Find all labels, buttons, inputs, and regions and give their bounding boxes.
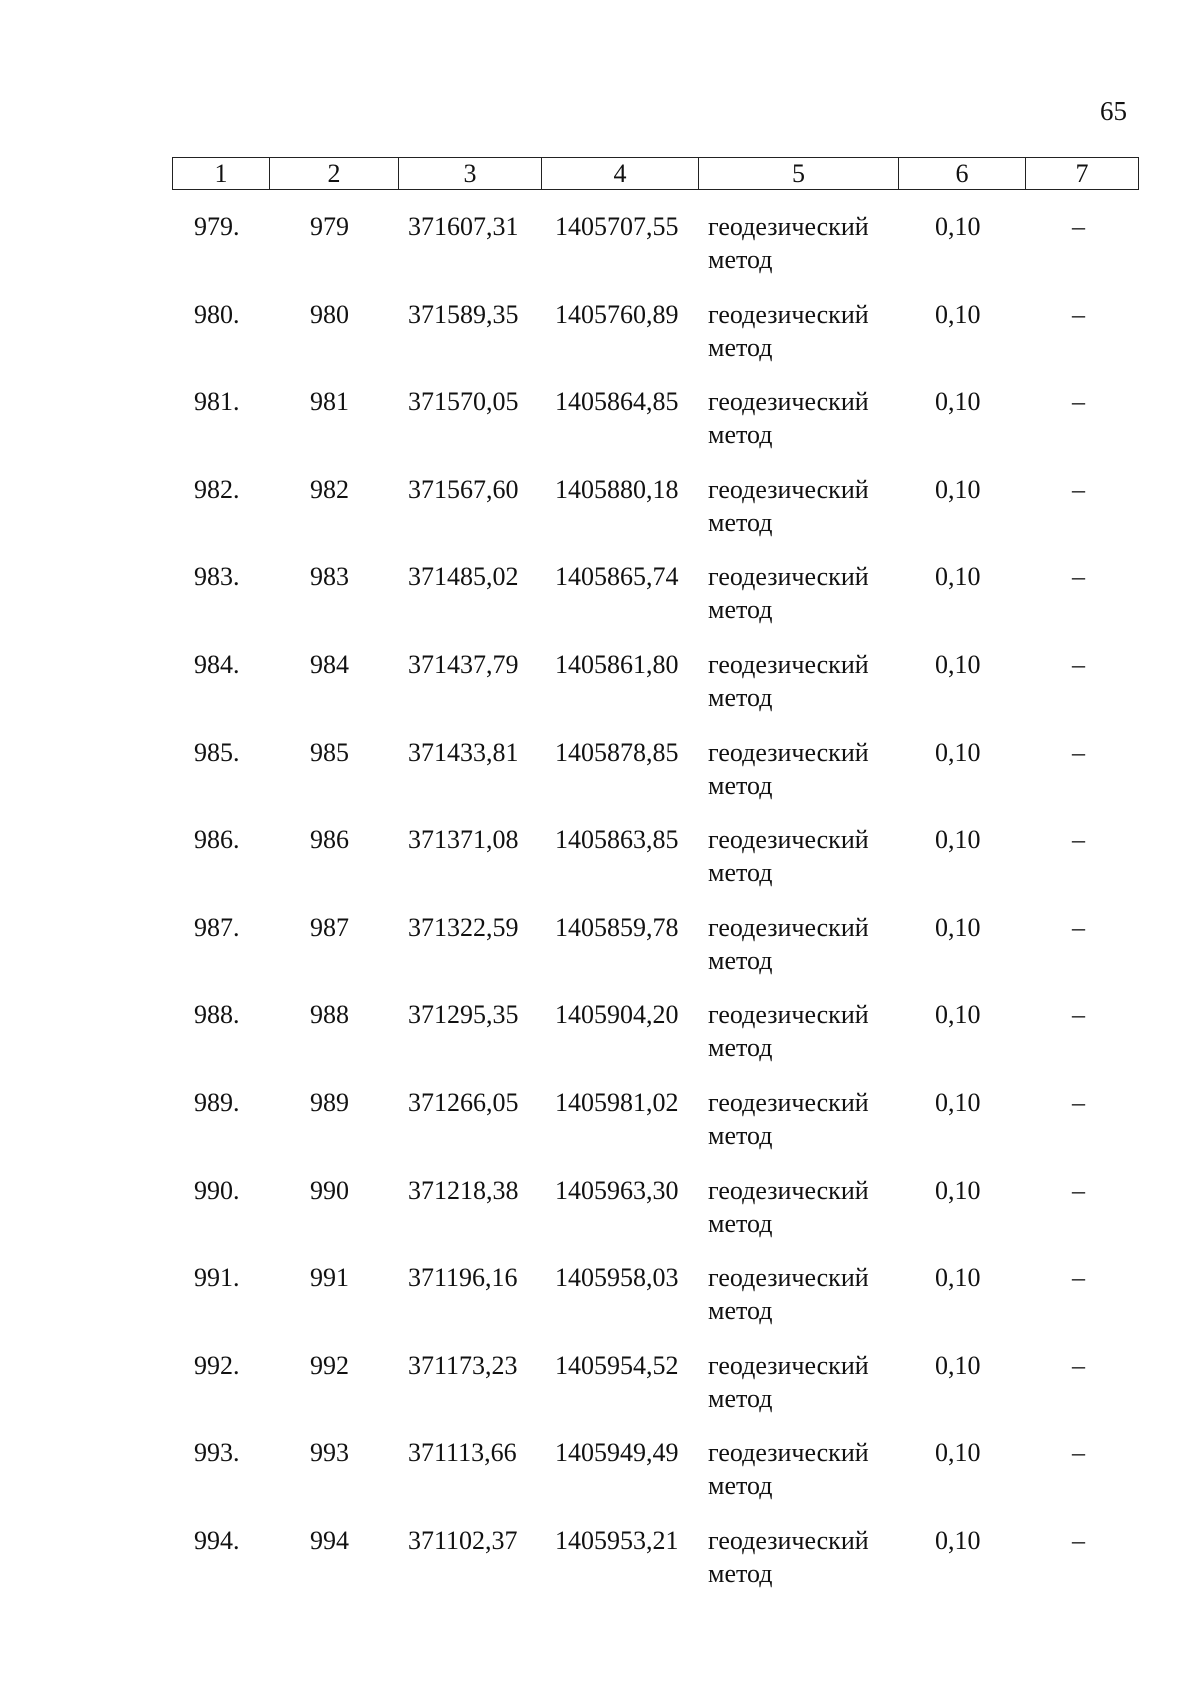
coordinate-y: 1405949,49 bbox=[555, 1438, 679, 1468]
accuracy-value: 0,10 bbox=[935, 387, 981, 417]
point-id: 982 bbox=[310, 474, 349, 504]
point-id: 994 bbox=[310, 1525, 349, 1555]
coordinate-y: 1405963,30 bbox=[555, 1175, 679, 1205]
coordinate-y: 1405865,74 bbox=[555, 562, 679, 592]
note-dash: – bbox=[1072, 212, 1085, 241]
accuracy-value: 0,10 bbox=[935, 912, 981, 942]
accuracy-value: 0,10 bbox=[935, 1438, 981, 1468]
coordinate-y: 1405863,85 bbox=[555, 825, 679, 855]
point-id: 989 bbox=[310, 1087, 349, 1117]
table-row bbox=[172, 736, 1138, 824]
coordinate-x: 371433,81 bbox=[408, 737, 519, 767]
note-dash: – bbox=[1072, 1350, 1085, 1380]
point-id: 979 bbox=[310, 212, 349, 241]
note-dash: – bbox=[1072, 1438, 1085, 1468]
coordinate-x: 371102,37 bbox=[408, 1525, 518, 1555]
coordinate-x: 371322,59 bbox=[408, 912, 519, 942]
table-row bbox=[172, 385, 1138, 473]
note-dash: – bbox=[1072, 1525, 1085, 1555]
row-number: 979. bbox=[194, 212, 240, 241]
coordinate-x: 371218,38 bbox=[408, 1175, 519, 1205]
row-number: 994. bbox=[194, 1525, 240, 1555]
accuracy-value: 0,10 bbox=[935, 1175, 981, 1205]
coordinate-x: 371570,05 bbox=[408, 387, 519, 417]
note-dash: – bbox=[1072, 562, 1085, 592]
note-dash: – bbox=[1072, 825, 1085, 855]
note-dash: – bbox=[1072, 1087, 1085, 1117]
coordinate-y: 1405707,55 bbox=[555, 212, 679, 241]
note-dash: – bbox=[1072, 474, 1085, 504]
accuracy-value: 0,10 bbox=[935, 299, 981, 329]
method-text: геодезический метод bbox=[708, 212, 869, 274]
row-number: 992. bbox=[194, 1350, 240, 1380]
coordinate-y: 1405861,80 bbox=[555, 649, 679, 679]
method-text: геодезический метод bbox=[708, 562, 869, 625]
method-text: геодезический метод bbox=[708, 912, 869, 975]
point-id: 992 bbox=[310, 1350, 349, 1380]
row-number: 985. bbox=[194, 737, 240, 767]
row-number: 984. bbox=[194, 649, 240, 679]
point-id: 987 bbox=[310, 912, 349, 942]
point-id: 986 bbox=[310, 825, 349, 855]
row-number: 983. bbox=[194, 562, 240, 592]
point-id: 984 bbox=[310, 649, 349, 679]
method-text: геодезический метод bbox=[708, 825, 869, 888]
note-dash: – bbox=[1072, 649, 1085, 679]
table-body bbox=[172, 210, 1138, 1612]
coordinate-x: 371196,16 bbox=[408, 1263, 518, 1293]
row-number: 993. bbox=[194, 1438, 240, 1468]
row-number: 988. bbox=[194, 1000, 240, 1030]
note-dash: – bbox=[1072, 1175, 1085, 1205]
accuracy-value: 0,10 bbox=[935, 1350, 981, 1380]
note-dash: – bbox=[1072, 737, 1085, 767]
method-text: геодезический метод bbox=[708, 1525, 869, 1588]
coordinate-y: 1405953,21 bbox=[555, 1525, 679, 1555]
accuracy-value: 0,10 bbox=[935, 562, 981, 592]
method-text: геодезический метод bbox=[708, 474, 869, 537]
point-id: 985 bbox=[310, 737, 349, 767]
coordinate-x: 371589,35 bbox=[408, 299, 519, 329]
method-text: геодезический метод bbox=[708, 299, 869, 362]
accuracy-value: 0,10 bbox=[935, 474, 981, 504]
point-id: 993 bbox=[310, 1438, 349, 1468]
method-text: геодезический метод bbox=[708, 737, 869, 800]
coordinate-y: 1405878,85 bbox=[555, 737, 679, 767]
method-text: геодезический метод bbox=[708, 1438, 869, 1501]
accuracy-value: 0,10 bbox=[935, 1525, 981, 1555]
point-id: 980 bbox=[310, 299, 349, 329]
column-header-7: 7 bbox=[1026, 158, 1139, 190]
note-dash: – bbox=[1072, 299, 1085, 329]
column-header-6: 6 bbox=[899, 158, 1026, 190]
coordinate-y: 1405859,78 bbox=[555, 912, 679, 942]
coordinate-y: 1405760,89 bbox=[555, 299, 679, 329]
coordinate-x: 371567,60 bbox=[408, 474, 519, 504]
table-row bbox=[172, 1349, 1138, 1437]
coordinate-y: 1405880,18 bbox=[555, 474, 679, 504]
table-row bbox=[172, 1261, 1138, 1349]
coordinate-y: 1405954,52 bbox=[555, 1350, 679, 1380]
accuracy-value: 0,10 bbox=[935, 737, 981, 767]
accuracy-value: 0,10 bbox=[935, 825, 981, 855]
method-text: геодезический метод bbox=[708, 649, 869, 712]
table-row bbox=[172, 1436, 1138, 1524]
table-row bbox=[172, 473, 1138, 561]
column-header-1: 1 bbox=[173, 158, 270, 190]
column-header-5: 5 bbox=[699, 158, 899, 190]
note-dash: – bbox=[1072, 912, 1085, 942]
method-text: геодезический метод bbox=[708, 1087, 869, 1150]
coordinate-x: 371371,08 bbox=[408, 825, 519, 855]
accuracy-value: 0,10 bbox=[935, 1087, 981, 1117]
coordinate-x: 371266,05 bbox=[408, 1087, 519, 1117]
coordinate-x: 371113,66 bbox=[408, 1438, 517, 1468]
method-text: геодезический метод bbox=[708, 1175, 869, 1238]
row-number: 980. bbox=[194, 299, 240, 329]
point-id: 990 bbox=[310, 1175, 349, 1205]
coordinate-y: 1405904,20 bbox=[555, 1000, 679, 1030]
table-row bbox=[172, 1174, 1138, 1262]
column-header-3: 3 bbox=[399, 158, 542, 190]
point-id: 991 bbox=[310, 1263, 349, 1293]
column-header-row bbox=[173, 158, 1139, 190]
note-dash: – bbox=[1072, 1000, 1085, 1030]
page-number: 65 bbox=[1100, 96, 1127, 126]
table-row bbox=[172, 210, 1138, 298]
table-row bbox=[172, 823, 1138, 911]
coordinate-x: 371295,35 bbox=[408, 1000, 519, 1030]
accuracy-value: 0,10 bbox=[935, 649, 981, 679]
accuracy-value: 0,10 bbox=[935, 212, 981, 241]
column-header-table bbox=[172, 157, 1139, 190]
coordinate-y: 1405864,85 bbox=[555, 387, 679, 417]
table-row bbox=[172, 911, 1138, 999]
note-dash: – bbox=[1072, 387, 1085, 417]
table-row bbox=[172, 298, 1138, 386]
table-row bbox=[172, 648, 1138, 736]
coordinate-x: 371173,23 bbox=[408, 1350, 518, 1380]
table-row bbox=[172, 1524, 1138, 1612]
table-row bbox=[172, 1086, 1138, 1174]
column-header-4: 4 bbox=[542, 158, 699, 190]
row-number: 991. bbox=[194, 1263, 240, 1293]
row-number: 987. bbox=[194, 912, 240, 942]
accuracy-value: 0,10 bbox=[935, 1000, 981, 1030]
method-text: геодезический метод bbox=[708, 1263, 869, 1326]
table-row bbox=[172, 998, 1138, 1086]
method-text: геодезический метод bbox=[708, 1000, 869, 1063]
coordinate-x: 371607,31 bbox=[408, 212, 519, 241]
note-dash: – bbox=[1072, 1263, 1085, 1293]
accuracy-value: 0,10 bbox=[935, 1263, 981, 1293]
row-number: 990. bbox=[194, 1175, 240, 1205]
point-id: 983 bbox=[310, 562, 349, 592]
column-header-2: 2 bbox=[270, 158, 399, 190]
point-id: 988 bbox=[310, 1000, 349, 1030]
row-number: 981. bbox=[194, 387, 240, 417]
method-text: геодезический метод bbox=[708, 1350, 869, 1413]
coordinate-y: 1405981,02 bbox=[555, 1087, 679, 1117]
row-number: 986. bbox=[194, 825, 240, 855]
row-number: 989. bbox=[194, 1087, 240, 1117]
method-text: геодезический метод bbox=[708, 387, 869, 450]
coordinate-x: 371485,02 bbox=[408, 562, 519, 592]
row-number: 982. bbox=[194, 474, 240, 504]
coordinate-y: 1405958,03 bbox=[555, 1263, 679, 1293]
point-id: 981 bbox=[310, 387, 349, 417]
coordinate-x: 371437,79 bbox=[408, 649, 519, 679]
table-row bbox=[172, 560, 1138, 648]
